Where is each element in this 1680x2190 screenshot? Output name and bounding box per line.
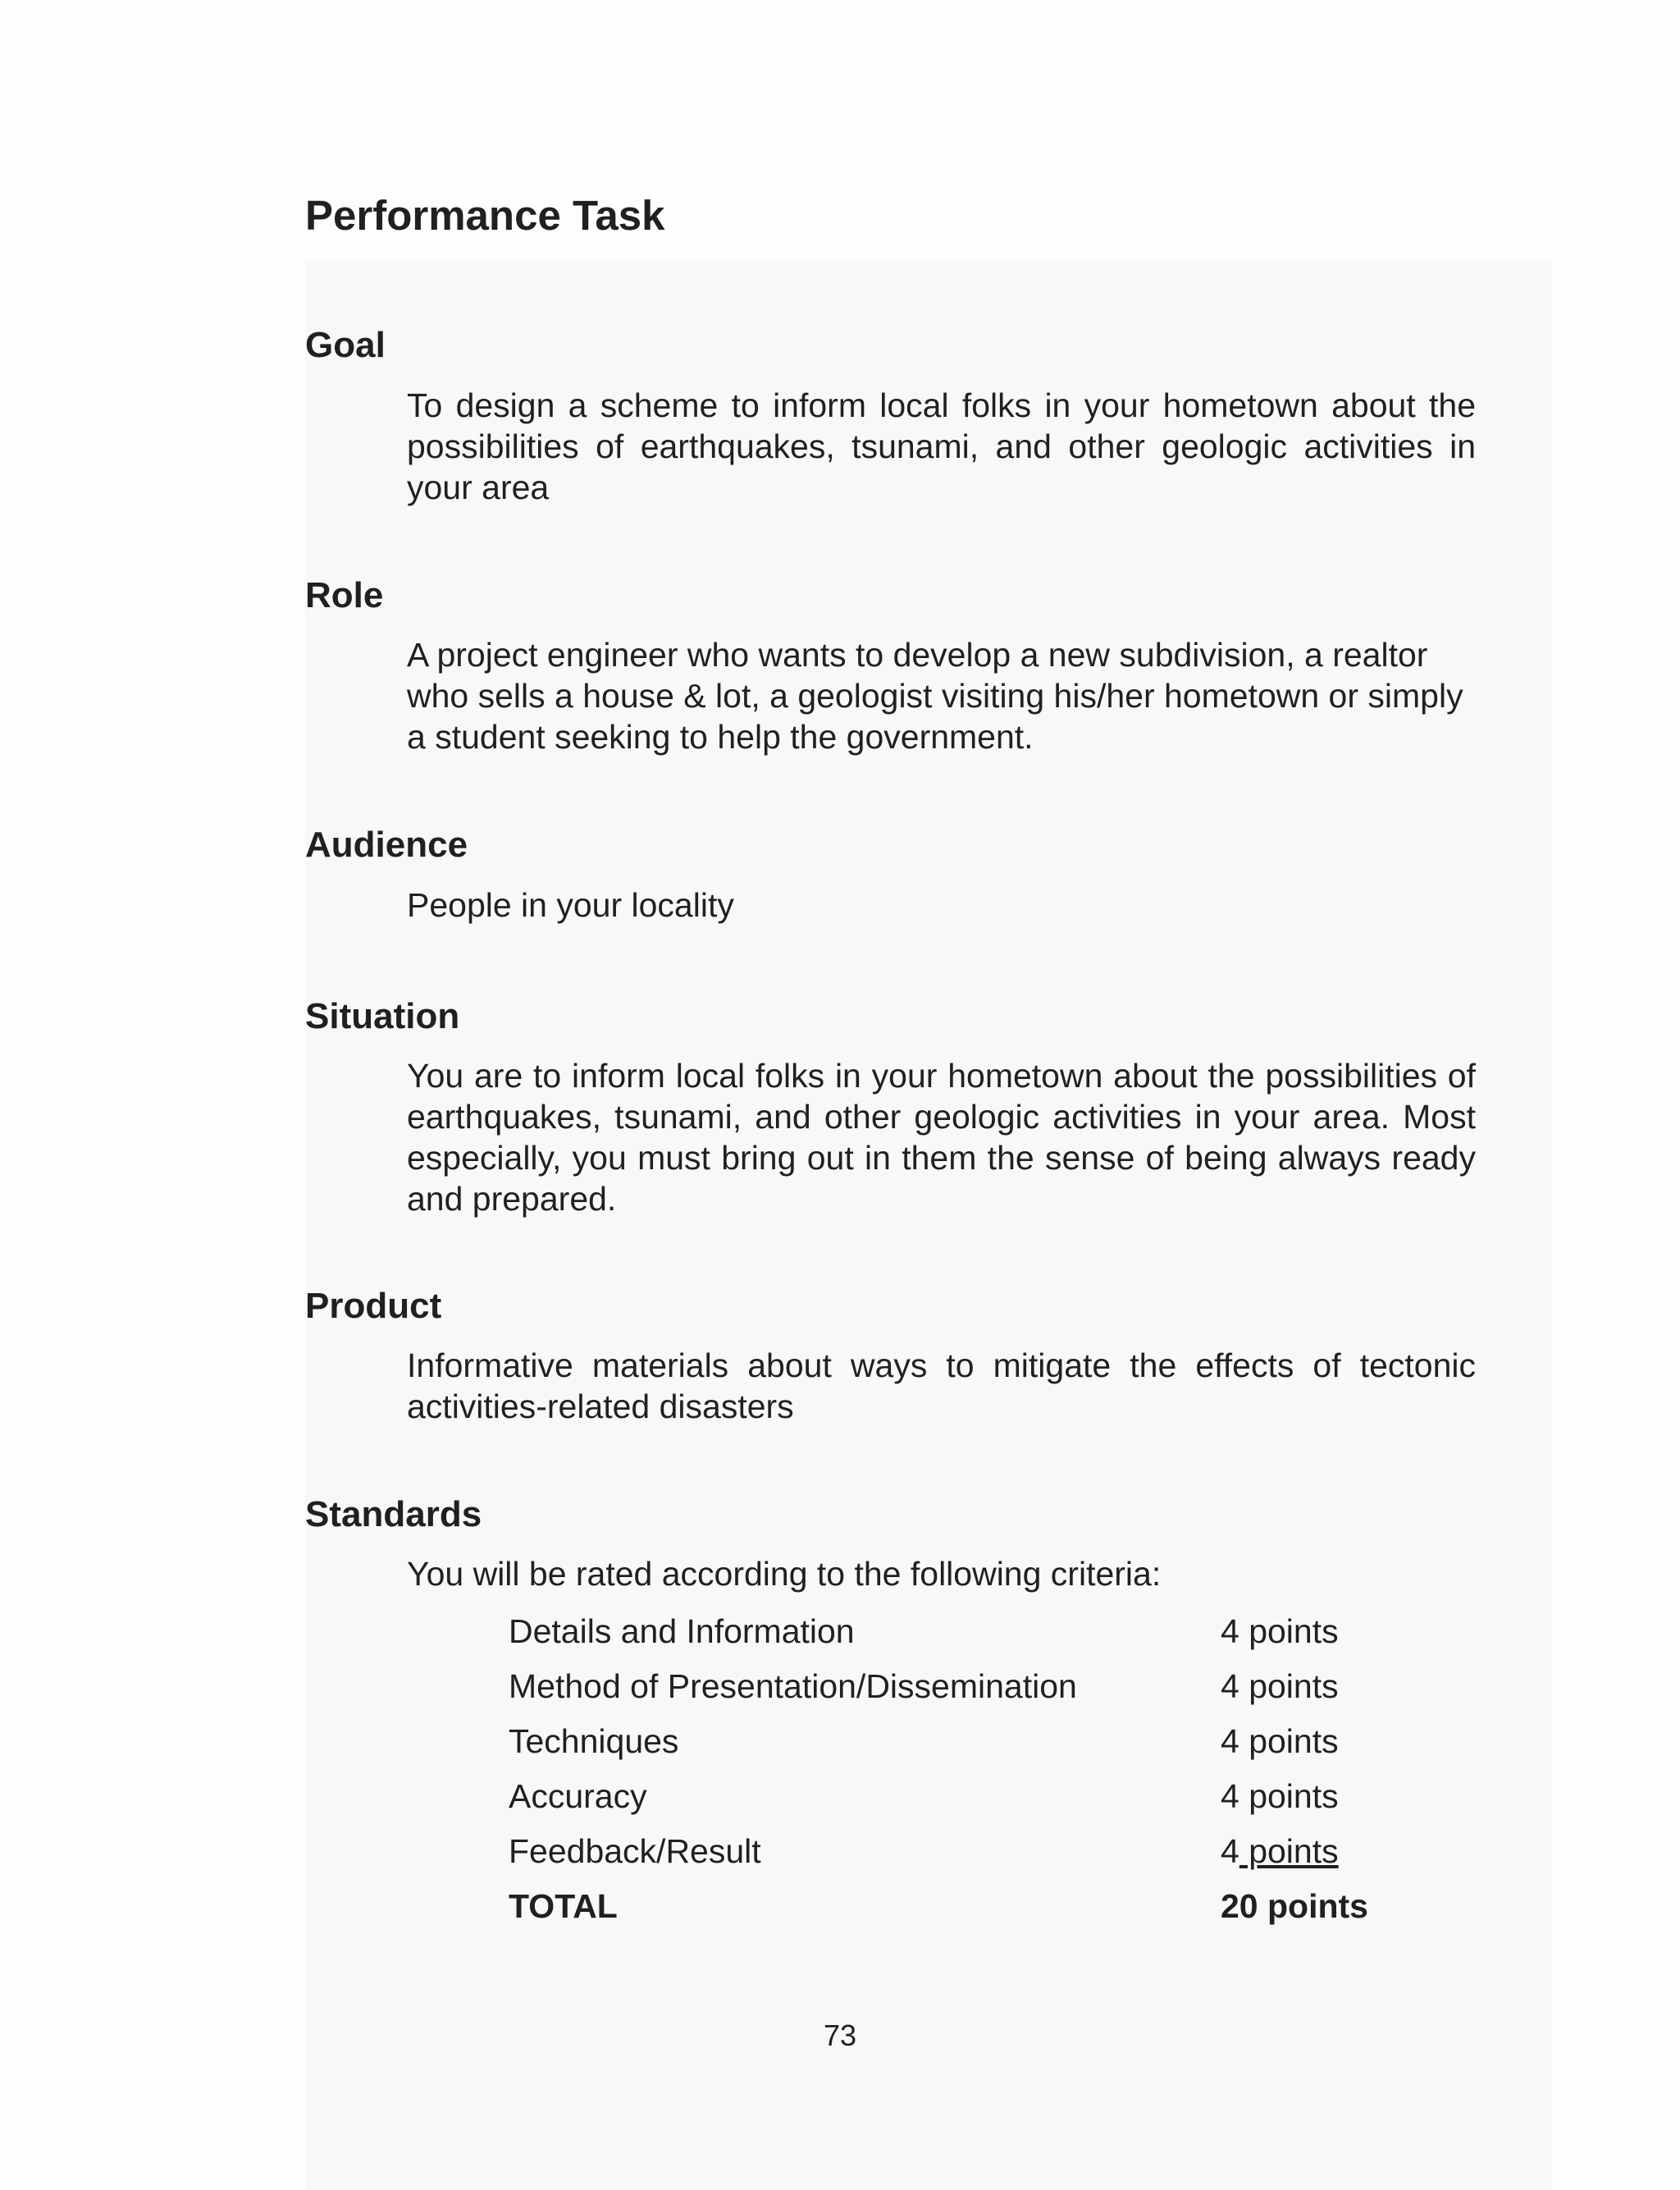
total-row xyxy=(509,1879,1467,1934)
role-body: A project engineer who wants to develop a new subdivision, a realtor who sells a house & lot, a geologist visiting his/her hometown or simply a student seeking to help the government. xyxy=(407,636,1463,756)
situation-heading: Situation xyxy=(305,996,460,1036)
audience-body: People in your locality xyxy=(407,886,734,924)
criterion-points: 4 points xyxy=(1221,1722,1339,1760)
page-number: 73 xyxy=(823,2019,857,2052)
criteria-row xyxy=(509,1604,1467,1659)
criteria-table xyxy=(509,1604,1467,1934)
criterion-points xyxy=(1221,1824,1467,1879)
criterion-points: 4 points xyxy=(1221,1777,1339,1815)
criteria-row xyxy=(509,1824,1467,1879)
total-label: TOTAL xyxy=(509,1887,618,1925)
criteria-row xyxy=(509,1769,1467,1824)
criteria-row xyxy=(509,1714,1467,1769)
goal-heading: Goal xyxy=(305,325,386,365)
standards-intro: You will be rated according to the following criteria: xyxy=(407,1555,1162,1593)
product-body: Informative materials about ways to mitigate the effects of tectonic activities-related disasters xyxy=(407,1346,1476,1425)
criterion-label: Method of Presentation/Dissemination xyxy=(509,1667,1077,1705)
criterion-points-underlined: points xyxy=(1239,1832,1339,1870)
criteria-row xyxy=(509,1659,1467,1714)
criterion-label: Techniques xyxy=(509,1722,679,1760)
role-heading: Role xyxy=(305,575,384,615)
product-heading: Product xyxy=(305,1286,442,1326)
criterion-points: 4 points xyxy=(1221,1612,1339,1650)
situation-body: You are to inform local folks in your hometown about the possibilities of earthquakes, tsunami, and other geologic activities in your area. Most especially, you must bring out in them the sense of being always ready and prepared. xyxy=(407,1057,1476,1218)
audience-heading: Audience xyxy=(305,825,468,865)
page-title: Performance Task xyxy=(305,192,665,239)
criterion-label: Details and Information xyxy=(509,1612,855,1650)
standards-heading: Standards xyxy=(305,1494,482,1534)
criterion-label: Feedback/Result xyxy=(509,1832,761,1870)
total-points: 20 points xyxy=(1221,1887,1368,1925)
criterion-points-number: 4 xyxy=(1221,1832,1239,1870)
criterion-points: 4 points xyxy=(1221,1667,1339,1705)
criterion-label: Accuracy xyxy=(509,1777,647,1815)
goal-body: To design a scheme to inform local folks in your hometown about the possibilities of earthquakes, tsunami, and other geologic activities in your area xyxy=(407,386,1476,506)
